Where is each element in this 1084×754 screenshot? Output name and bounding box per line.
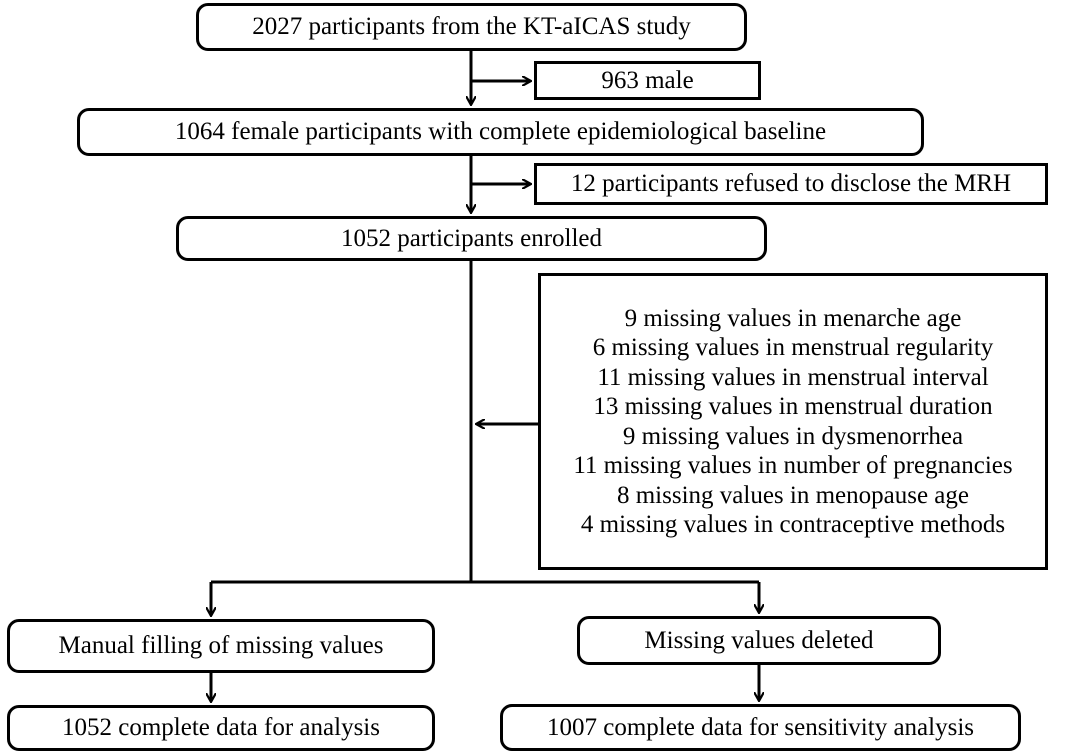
missing-menopause-age: 8 missing values in menopause age — [616, 481, 969, 509]
deleted-text: Missing values deleted — [644, 626, 874, 654]
missing-values-box — [538, 273, 1048, 570]
excluded-male-box — [534, 61, 761, 100]
female-box — [77, 108, 924, 156]
excluded-refused-box — [534, 163, 1048, 205]
source-box — [196, 3, 747, 51]
missing-menstrual-duration: 13 missing values in menstrual duration — [593, 393, 993, 420]
source-text: 2027 participants from the KT-aICAS study — [252, 13, 691, 40]
missing-dysmenorrhea: 9 missing values in dysmenorrhea — [622, 422, 964, 450]
deleted-box — [577, 616, 941, 665]
manual-filling-text: Manual filling of missing values — [58, 632, 384, 659]
analysis-box — [7, 705, 435, 751]
excluded-male-text: 963 male — [601, 66, 694, 94]
missing-menstrual-regularity: 6 missing values in menstrual regularity — [592, 334, 994, 361]
excluded-refused-text: 12 participants refused to disclose the MRH — [570, 170, 1012, 197]
analysis-text: 1052 complete data for analysis — [62, 714, 380, 741]
missing-number-of-pregnancies: 11 missing values in number of pregnancies — [573, 452, 1013, 479]
female-text: 1064 female participants with complete epidemiological baseline — [174, 118, 827, 145]
enrolled-box — [176, 216, 767, 261]
missing-contraceptive-methods: 4 missing values in contraceptive methods — [580, 511, 1006, 538]
sensitivity-box — [500, 704, 1021, 751]
missing-menstrual-interval: 11 missing values in menstrual interval — [597, 363, 989, 391]
manual-filling-box — [7, 619, 435, 673]
missing-menarche-age: 9 missing values in menarche age — [624, 304, 962, 332]
enrolled-text: 1052 participants enrolled — [340, 224, 603, 252]
sensitivity-text: 1007 complete data for sensitivity analysis — [547, 713, 974, 741]
